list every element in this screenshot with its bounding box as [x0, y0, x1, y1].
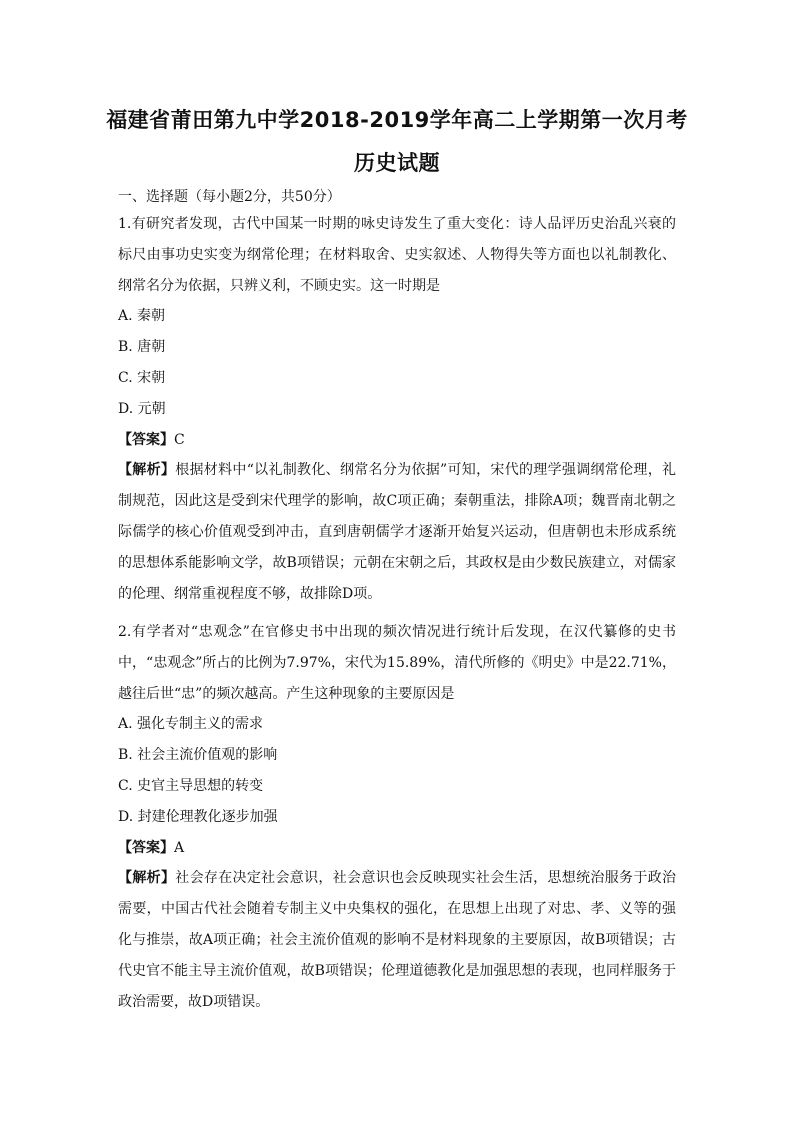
option-b: B. 唐朝	[118, 339, 166, 356]
question-2	[118, 617, 676, 1017]
option-c: C. 宋朝	[118, 369, 166, 386]
option-c: C. 史官主导思想的转变	[118, 777, 264, 794]
question-stem: 2.有学者对“忠观念”在官修史书中出现的频次情况进行统计后发现，在汉代纂修的史书中，“忠观念”所占的比例为7.97%，宋代为15.89%，清代所修的《明史》中是22.71%，越往后世“忠”的频次越高。产生这种现象的主要原因是	[118, 624, 676, 702]
analysis-text: 社会存在决定社会意识，社会意识也会反映现实社会生活，思想统治服务于政治需要，中国古代社会随着专制主义中央集权的强化，在思想上出现了对忠、孝、义等的强化与推崇，故A项正确；社会主流价值观的影响不是材料现象的主要原因，故B项错误；古代史官不能主导主流价值观，故B项错误；伦理道德教化是加强思想的表现，也同样服务于政治需要，故D项错误。	[118, 870, 677, 1010]
option-b: B. 社会主流价值观的影响	[118, 747, 278, 764]
answer-label: 【答案】	[118, 431, 174, 448]
answer-line	[118, 425, 676, 456]
answer-value: C	[174, 431, 185, 448]
answer-line	[118, 833, 676, 864]
analysis-label: 【解析】	[118, 462, 176, 479]
option-d: D. 封建伦理教化逐步加强	[118, 808, 278, 825]
option-d: D. 元朝	[118, 400, 166, 417]
analysis-paragraph	[118, 455, 676, 609]
analysis-paragraph	[118, 863, 676, 1017]
document-title: 福建省莆田第九中学2018-2019学年高二上学期第一次月考	[106, 108, 688, 132]
option-a: A. 秦朝	[118, 308, 166, 325]
section-heading: 一、选择题（每小题2分，共50分）	[118, 189, 341, 205]
option-a: A. 强化专制主义的需求	[118, 716, 264, 733]
answer-value: A	[174, 839, 185, 856]
analysis-label: 【解析】	[118, 870, 176, 887]
answer-label: 【答案】	[118, 839, 174, 856]
question-1	[118, 209, 676, 609]
document-subtitle: 历史试题	[354, 151, 440, 175]
analysis-text: 根据材料中“以礼制教化、纲常名分为依据”可知，宋代的理学强调纲常伦理，礼制规范，因此这是受到宋代理学的影响，故C项正确；秦朝重法，排除A项；魏晋南北朝之际儒学的核心价值观受到冲击，直到唐朝儒学才逐渐开始复兴运动，但唐朝也未形成系统的思想体系能影响文学，故B项错误；元朝在宋朝之后，其政权是由少数民族建立，对儒家的伦理、纲常重视程度不够，故排除D项。	[118, 462, 677, 602]
question-stem: 1.有研究者发现，古代中国某一时期的咏史诗发生了重大变化：诗人品评历史治乱兴衰的标尺由事功史实变为纲常伦理；在材料取舍、史实叙述、人物得失等方面也以礼制教化、纲常名分为依据，只辨义利，不顾史实。这一时期是	[118, 216, 676, 294]
